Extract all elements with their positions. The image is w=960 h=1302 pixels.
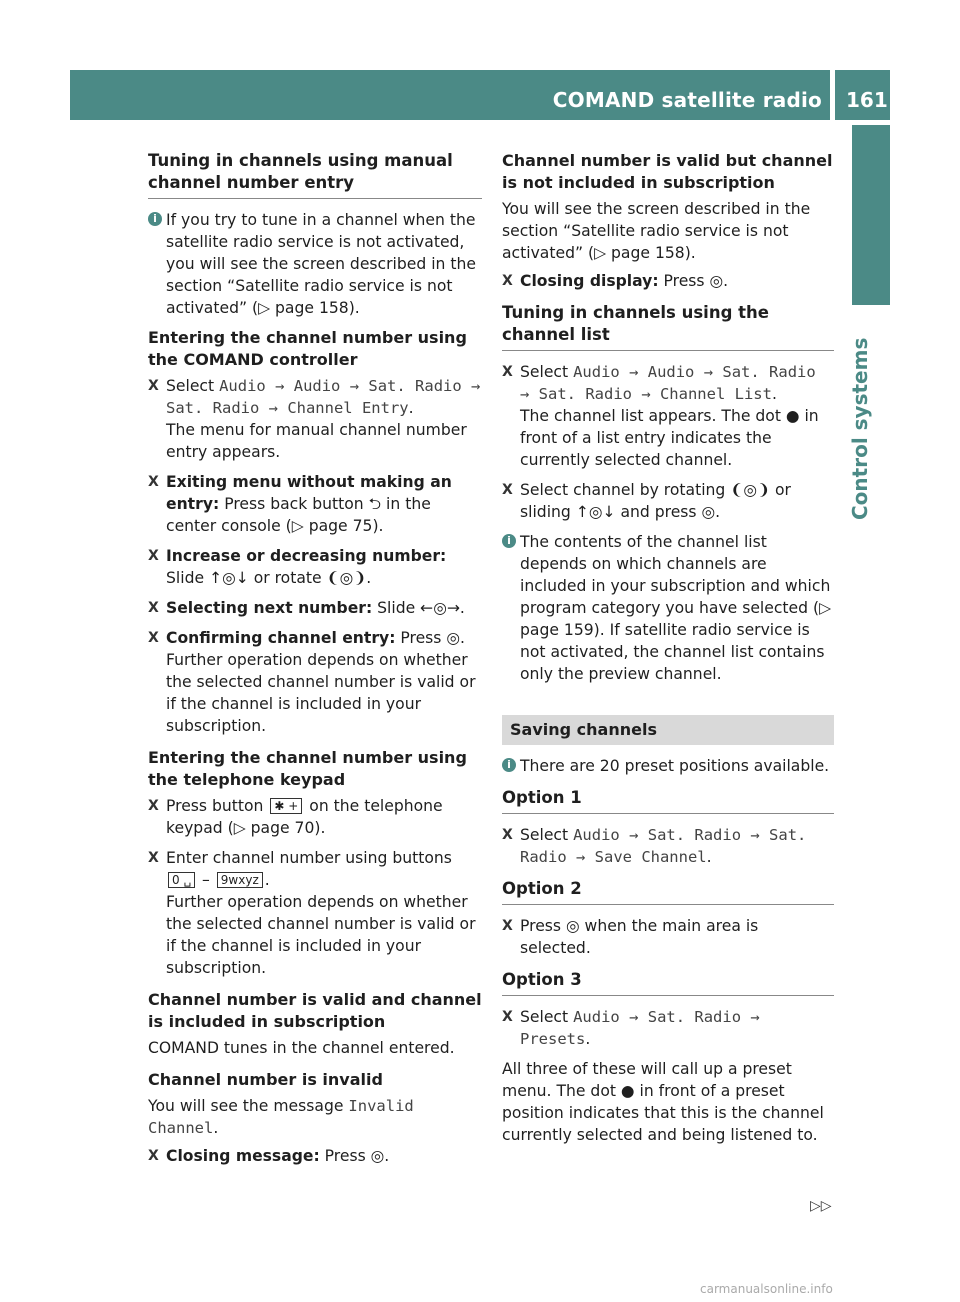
step-rotate-select: X Select channel by rotating ❨◎❩ or sliding ↑◎↓ and press ◎. (502, 481, 791, 521)
step-next-number: X Selecting next number: Slide ←◎→. (148, 599, 465, 617)
step-option-1: X Select Audio → Sat. Radio → Sat. Radio → Save Channel. (502, 826, 807, 866)
heading-option-2: Option 2 (502, 878, 834, 905)
step-arrow-icon: X (148, 548, 159, 564)
heading-valid: Channel number is valid and channel is included in subscription (148, 990, 482, 1031)
section-heading-saving: Saving channels (502, 715, 834, 745)
watermark: carmanualsonline.info (700, 1282, 833, 1296)
heading-channel-list: Tuning in channels using the channel list (502, 302, 834, 351)
step-option-3: X Select Audio → Sat. Radio → Presets. (502, 1008, 760, 1048)
step-arrow-icon: X (148, 600, 159, 616)
nine-key-icon: 9wxyz (217, 872, 263, 888)
left-column (148, 150, 482, 1175)
step-arrow-icon: X (148, 378, 159, 394)
step-arrow-icon: X (148, 474, 159, 490)
step-arrow-icon: X (502, 918, 513, 934)
heading-manual-entry: Tuning in channels using manual channel number entry (148, 150, 482, 199)
step-increase-decrease: X Increase or decreasing number: Slide ↑◎↓ or rotate ❨◎❩. (148, 547, 447, 587)
step-close-display: X Closing display: Press ◎. (502, 272, 729, 290)
section-label: Control systems (848, 337, 872, 520)
step-select-channel-entry: X Select Audio → Audio → Sat. Radio → Sat. Radio → Channel Entry. The menu for manual channel number entry appears. (148, 377, 481, 461)
step-arrow-icon: X (502, 827, 513, 843)
step-select-channel-list: X Select Audio → Audio → Sat. Radio → Sat. Radio → Channel List. The channel list appears. The dot ● in front of a list entry indicates the currently selected channel. (502, 363, 819, 469)
para-preset-menu: All three of these will call up a preset menu. The dot ● in front of a preset position indicates that this is the channel currently selected and being listened to. (502, 1060, 824, 1144)
heading-option-1: Option 1 (502, 787, 834, 814)
para-valid: COMAND tunes in the channel entered. (148, 1039, 455, 1057)
step-close-message: X Closing message: Press ◎. (148, 1147, 390, 1165)
para-invalid: You will see the message Invalid Channel. (148, 1097, 414, 1137)
heading-not-subscribed: Channel number is valid but channel is not included in subscription (502, 151, 833, 192)
step-arrow-icon: X (502, 364, 513, 380)
info-icon: i (502, 534, 516, 548)
heading-keypad: Entering the channel number using the telephone keypad (148, 748, 467, 789)
step-arrow-icon: X (502, 273, 513, 289)
info-note: i There are 20 preset positions available. (502, 755, 834, 777)
info-note: i If you try to tune in a channel when the satellite radio service is not activated, you will see the screen described in the section “Satellite radio service is not activated” (▷ page 158). (148, 209, 482, 319)
info-icon: i (502, 758, 516, 772)
side-tab (852, 125, 890, 305)
step-arrow-icon: X (148, 850, 159, 866)
heading-controller: Entering the channel number using the COMAND controller (148, 328, 467, 369)
para-not-subscribed: You will see the screen described in the section “Satellite radio service is not activated” (▷ page 158). (502, 200, 811, 262)
page-number: 161 (846, 88, 888, 112)
step-press-button: X Press button ✱ + on the telephone keypad (▷ page 70). (148, 797, 443, 837)
page-title: COMAND satellite radio (552, 88, 822, 112)
step-exit-menu: X Exiting menu without making an entry: Press back button ⮌ in the center console (▷ page 75). (148, 473, 452, 535)
heading-invalid: Channel number is invalid (148, 1070, 383, 1089)
info-icon: i (148, 212, 162, 226)
heading-option-3: Option 3 (502, 969, 834, 996)
step-arrow-icon: X (148, 798, 159, 814)
step-enter-number: X Enter channel number using buttons 0 ␣ – 9wxyz . Further operation depends on whether the selected channel number is valid or if the channel is included in your subscription. (148, 849, 476, 977)
star-key-icon: ✱ + (270, 798, 302, 814)
step-option-2: X Press ◎ when the main area is selected. (502, 917, 759, 957)
info-note: i The contents of the channel list depends on which channels are included in your subscription and which program category you have selected (▷ page 159). If satellite radio service is not activated, the channel list contains only the preview channel. (502, 531, 834, 685)
continue-arrows-icon: ▷▷ (810, 1198, 832, 1214)
right-column (502, 150, 834, 1152)
step-arrow-icon: X (148, 1148, 159, 1164)
step-arrow-icon: X (502, 482, 513, 498)
zero-key-icon: 0 ␣ (168, 872, 195, 888)
step-arrow-icon: X (148, 630, 159, 646)
step-arrow-icon: X (502, 1009, 513, 1025)
step-confirm-entry: X Confirming channel entry: Press ◎. Further operation depends on whether the selected channel number is valid or if the channel is included in your subscription. (148, 629, 476, 735)
